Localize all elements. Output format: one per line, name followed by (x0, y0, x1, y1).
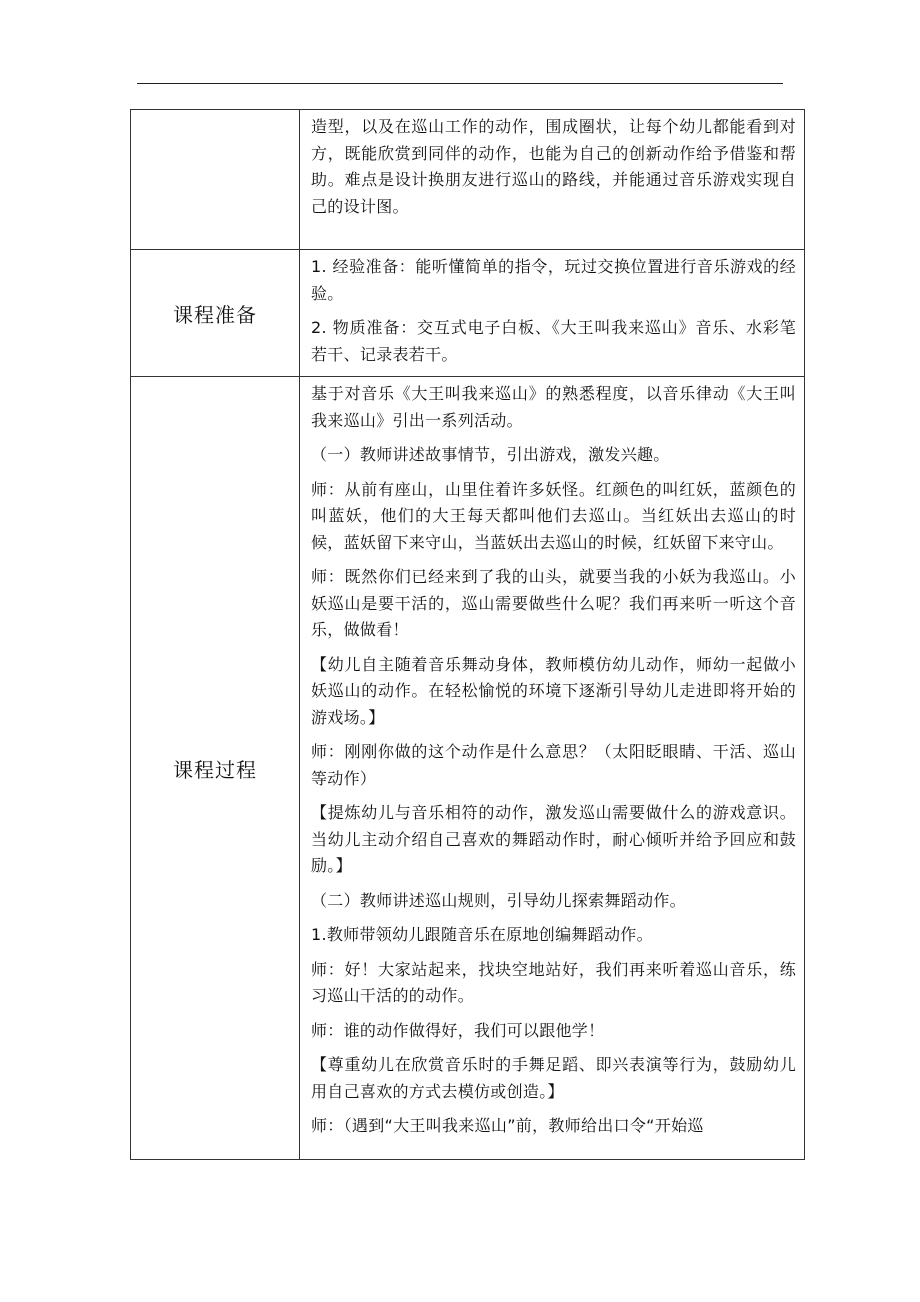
paragraph: 2. 物质准备：交互式电子白板、《大王叫我来巡山》音乐、水彩笔若干、记录表若干。 (311, 318, 796, 364)
row-label (131, 110, 300, 250)
table-row-course-process (131, 377, 805, 1160)
paragraph: 基于对音乐《大王叫我来巡山》的熟悉程度，以音乐律动《大王叫我来巡山》引出一系列活动。 (311, 384, 796, 430)
paragraph: 【幼儿自主随着音乐舞动身体，教师模仿幼儿动作，师幼一起做小妖巡山的动作。在轻松愉悦的环境下逐渐引导幼儿走进即将开始的游戏场。】 (311, 654, 796, 727)
header-rule (137, 83, 783, 84)
row-label: 课程准备 (131, 250, 300, 377)
paragraph: 师：既然你们已经来到了我的山头，就要当我的小妖为我巡山。小妖巡山是要干活的，巡山需要做些什么呢？我们再来听一听这个音乐，做做看！ (311, 567, 796, 639)
paragraph: 师：好！大家站起来，找块空地站好，我们再来听着巡山音乐，练习巡山干活的的动作。 (311, 959, 796, 1005)
paragraph: 造型，以及在巡山工作的动作，围成圈状，让每个幼儿都能看到对方，既能欣赏到同伴的动作，也能为自己的创新动作给予借鉴和帮助。难点是设计换朋友进行巡山的路线，并能通过音乐游戏实现自己的设计图。 (311, 117, 796, 216)
row-content (300, 377, 805, 1160)
paragraph: 【尊重幼儿在欣赏音乐时的手舞足蹈、即兴表演等行为，鼓励幼儿用自己喜欢的方式去模仿或创造。】 (311, 1055, 796, 1101)
paragraph: 【提炼幼儿与音乐相符的动作，激发巡山需要做什么的游戏意识。当幼儿主动介绍自己喜欢的舞蹈动作时，耐心倾听并给予回应和鼓励。】 (311, 803, 796, 875)
lesson-plan-table (130, 109, 805, 1160)
paragraph: 师：（遇到“大王叫我来巡山”前，教师给出口令“开始巡 (311, 1116, 704, 1135)
row-content (300, 110, 805, 250)
paragraph: 师：从前有座山，山里住着许多妖怪。红颜色的叫红妖，蓝颜色的叫蓝妖，他们的大王每天都叫他们去巡山。当红妖出去巡山的时候，蓝妖留下来守山，当蓝妖出去巡山的时候，红妖留下来守山。 (311, 479, 796, 552)
paragraph: 师：谁的动作做得好，我们可以跟他学！ (311, 1020, 605, 1040)
paragraph: （一）教师讲述故事情节，引出游戏，激发兴趣。 (311, 445, 670, 464)
paragraph: （二）教师讲述巡山规则，引导幼儿探索舞蹈动作。 (311, 890, 686, 910)
row-label: 课程过程 (131, 377, 300, 1160)
paragraph: 1. 经验准备：能听懂简单的指令，玩过交换位置进行音乐游戏的经验。 (311, 257, 796, 303)
paragraph: 1.教师带领幼儿跟随音乐在原地创编舞蹈动作。 (311, 925, 653, 944)
row-content (300, 250, 805, 377)
table-row-course-preparation (131, 250, 805, 377)
table-row-continuation (131, 110, 805, 250)
paragraph: 师：刚刚你做的这个动作是什么意思？（太阳眨眼睛、干活、巡山等动作） (311, 742, 796, 788)
